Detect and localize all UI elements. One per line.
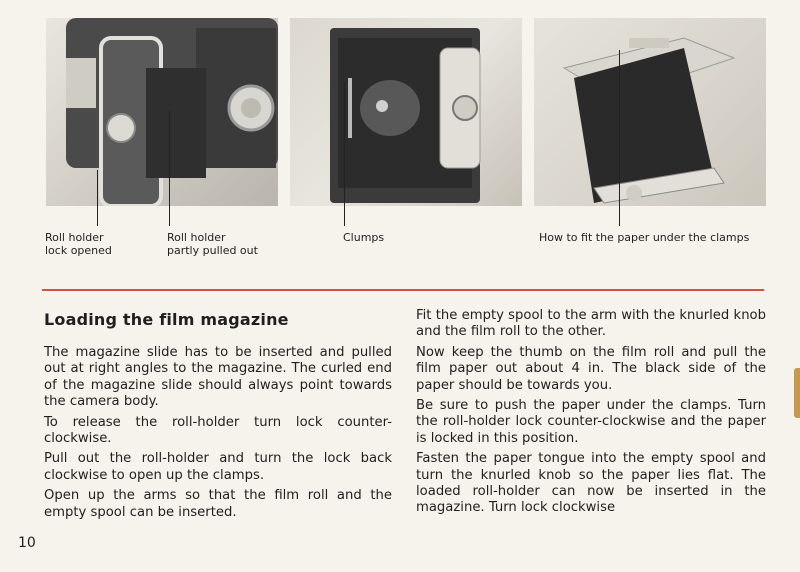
left-column [44,345,392,525]
paragraph: The magazine slide has to be inserted and pulled out at right angles to the magazine. The curled end of the magazine slide should always point towards the camera body. [44,345,392,410]
leader-line [97,170,98,226]
caption-how-to-fit: How to fit the paper under the clamps [539,231,750,244]
caption-line: Roll holder [167,231,226,244]
right-column [416,308,766,521]
photo-clamps [290,18,522,206]
paragraph: To release the roll-holder turn lock counter-clockwise. [44,414,392,447]
divider-rule [42,289,764,291]
paragraph: Fit the empty spool to the arm with the knurled knob and the film roll to the other. [416,308,766,340]
page-tab-marker [794,368,800,418]
paragraph: Open up the arms so that the film roll and the empty spool can be inserted. [44,488,392,520]
paragraph: Pull out the roll-holder and turn the lock back clockwise to open up the clamps. [44,451,392,483]
caption-line: Roll holder [45,231,104,244]
caption-clumps: Clumps [343,231,385,244]
paragraph: Now keep the thumb on the film roll and pull the film paper out about 4 in. The black side of the paper should be towards you. [416,344,766,393]
caption-line: lock opened [45,244,112,257]
photo-roll-holder-lock [46,18,278,206]
caption-roll-holder-lock [45,231,112,257]
paragraph: Be sure to push the paper under the clamps. Turn the roll-holder lock counter-clockwise and the paper is locked in this position. [416,398,766,446]
section-heading: Loading the film magazine [44,310,289,329]
photo-paper-under-clamps [534,18,766,206]
page-number: 10 [18,535,36,551]
caption-line: partly pulled out [167,244,258,257]
leader-line [169,110,170,226]
leader-line [344,82,345,226]
leader-line [619,50,620,226]
paragraph: Fasten the paper tongue into the empty spool and turn the knurled knob so the paper lies flat. The loaded roll-holder can now be inserted in the magazine. Turn lock clockwise [416,451,766,516]
caption-roll-holder-partly [167,231,258,257]
